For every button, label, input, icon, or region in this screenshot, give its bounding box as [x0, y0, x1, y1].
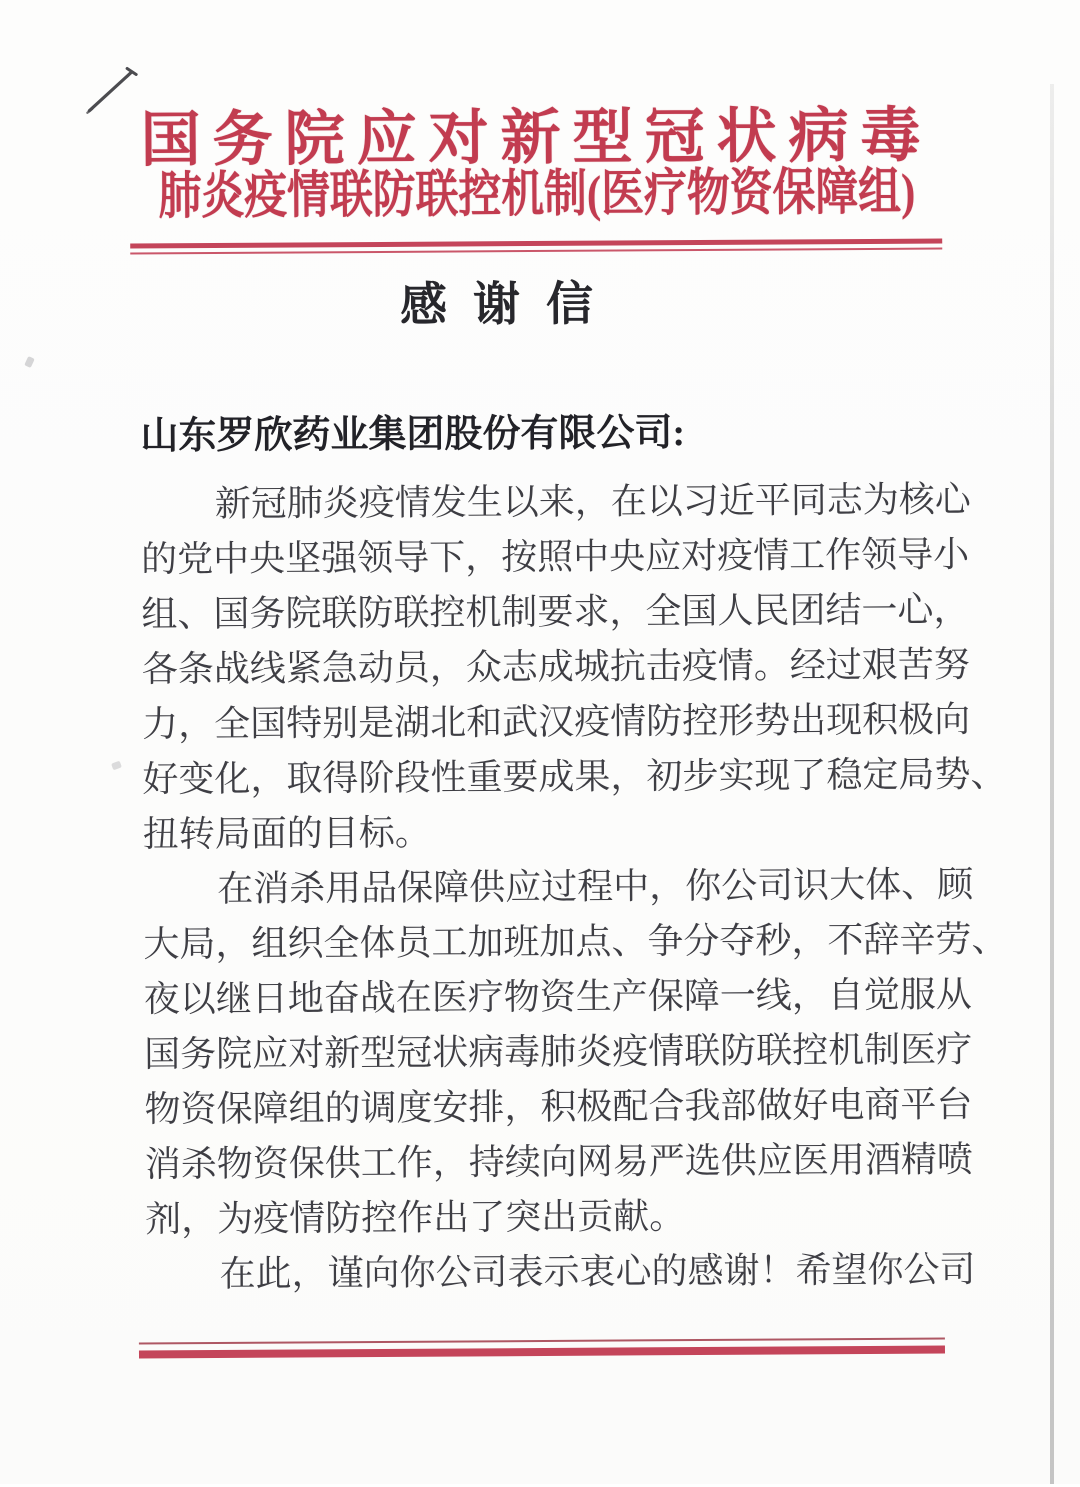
body-line: 各条战线紧急动员，众志成城抗击疫情。经过艰苦努 — [141, 644, 970, 690]
body-line: 大局，组织全体员工加班加点、争分夺秒，不辞辛劳、 — [143, 919, 1008, 965]
body-line: 夜以继日地奋战在医疗物资生产保障一线，自觉服从 — [143, 974, 972, 1020]
scan-edge-shadow — [1050, 84, 1054, 1484]
salutation-line: 山东罗欣药业集团股份有限公司: — [140, 412, 686, 458]
body-line: 在消杀用品保障供应过程中，你公司识大体、顾 — [217, 864, 974, 909]
footer-double-rule — [139, 1338, 945, 1359]
letter-title: 感谢信 — [399, 278, 620, 332]
body-line: 国务院应对新型冠状病毒肺炎疫情联防联控机制医疗 — [144, 1029, 973, 1075]
body-line: 组、国务院联防联控机制要求，全国人民团结一心， — [141, 589, 970, 635]
body-line: 的党中央坚强领导下，按照中央应对疫情工作领导小 — [141, 534, 970, 580]
letter-body — [141, 475, 1008, 1305]
body-line: 扭转局面的目标。 — [142, 812, 431, 855]
body-line: 好变化，取得阶段性重要成果，初步实现了稳定局势、 — [142, 754, 1007, 800]
body-line: 物资保障组的调度安排，积极配合我部做好电商平台 — [144, 1084, 973, 1130]
body-line: 力，全国特别是湖北和武汉疫情防控形势出现积极向 — [142, 699, 971, 745]
body-line: 在此，谨向你公司表示衷心的感谢！希望你公司 — [219, 1249, 976, 1294]
letterhead-line-1: 国务院应对新型冠状病毒 — [140, 102, 933, 174]
letterhead-line-2: 肺炎疫情联防联控机制(医疗物资保障组) — [158, 164, 916, 226]
body-line: 新冠肺炎疫情发生以来，在以习近平同志为核心 — [214, 479, 971, 524]
body-line: 消杀物资保供工作，持续向网易严选供应医用酒精喷 — [144, 1139, 973, 1185]
letterhead-double-rule — [130, 239, 942, 255]
body-line: 剂，为疫情防控作出了突出贡献。 — [145, 1196, 686, 1240]
